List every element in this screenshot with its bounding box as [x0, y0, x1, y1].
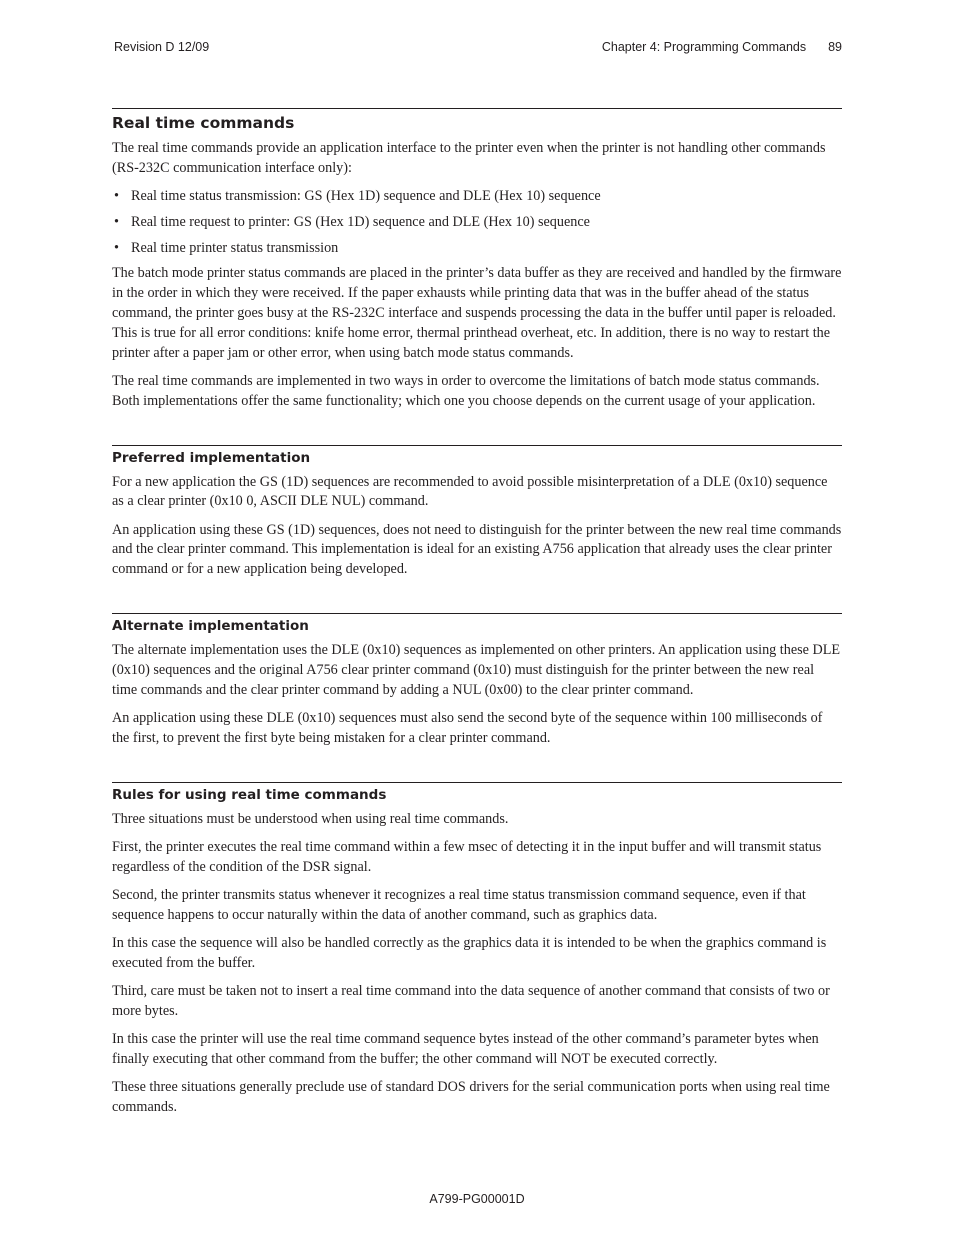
paragraph: First, the printer executes the real time command within a few msec of detecting it in the input buffer and will transmit status regardless of the condition of the DSR signal. [112, 838, 822, 875]
section-title: Real time commands [112, 114, 295, 132]
section-real-time-commands [112, 108, 842, 412]
paragraph: Three situations must be understood when using real time commands. [112, 810, 509, 827]
section-title: Rules for using real time commands [112, 786, 387, 803]
paragraph: An application using these GS (1D) sequences, does not need to distinguish for the printer between the new real time commands and the clear printer command. This implementation is ideal for an existing A756 application that already uses the clear printer command or for a new application being developed. [112, 521, 842, 578]
paragraph: The real time commands are implemented in two ways in order to overcome the limitations of batch mode status commands. Both implementations offer the same functionality; which one you choose depends on the current usage of your application. [112, 372, 820, 409]
paragraph: In this case the sequence will also be handled correctly as the graphics data it is intended to be when the graphics command is executed from the buffer. [112, 935, 827, 971]
paragraph: In this case the printer will use the real time command sequence bytes instead of the other command’s parameter bytes when finally executing that other command from the buffer; the other command will NOT be executed correctly. [112, 1031, 819, 1067]
paragraph: For a new application the GS (1D) sequences are recommended to avoid possible misinterpretation of a DLE (0x10) sequence as a clear printer (0x10 0, ASCII DLE NUL) command. [112, 473, 828, 510]
section-title: Alternate implementation [112, 618, 309, 635]
paragraph: These three situations generally preclude use of standard DOS drivers for the serial communication ports when using real time commands. [112, 1079, 830, 1116]
header-chapter: Chapter 4: Programming Commands [601, 40, 807, 54]
bullet-icon: • [114, 188, 119, 205]
section-title: Preferred implementation [112, 449, 311, 466]
header-chapter-info [602, 39, 842, 55]
section-alternate-implementation [112, 613, 842, 748]
bullet-icon: • [114, 239, 119, 256]
paragraph: Third, care must be taken not to insert a real time command into the data sequence of another command that consists of two or more bytes. [112, 983, 830, 1019]
page-content [112, 108, 842, 1126]
footer-doc-number: A799-PG00001D [429, 1192, 525, 1206]
paragraph: The batch mode printer status commands are placed in the printer’s data buffer as they are received and handled by the firmware in the order in which they were received. If the paper exhausts while printing data that was in the buffer ahead of the status command, the printer goes busy at the RS-232C interface and suspends processing the data in the buffer until paper is reloaded. This is true for all error conditions: knife home error, thermal printhead overheat, etc. In addition, there is no way to restart the printer after a paper jam or other error, when using batch mode status commands. [112, 265, 842, 361]
list-item: • Real time status transmission: GS (Hex 1D) sequence and DLE (Hex 10) sequence [112, 187, 842, 207]
paragraph: The real time commands provide an application interface to the printer even when the printer is not handling other commands (RS-232C communication interface only): [112, 140, 826, 176]
list-item: • Real time printer status transmission [112, 239, 842, 259]
bullet-icon: • [114, 213, 119, 230]
header-revision: Revision D 12/09 [114, 40, 210, 54]
list-item: • Real time request to printer: GS (Hex 1D) sequence and DLE (Hex 10) sequence [112, 213, 842, 233]
page-number: 89 [828, 40, 842, 54]
paragraph: Second, the printer transmits status whenever it recognizes a real time status transmission command sequence, even if that sequence happens to occur naturally within the data of another command, such as graphics data. [112, 886, 806, 923]
paragraph: An application using these DLE (0x10) sequences must also send the second byte of the sequence within 100 milliseconds of the first, to prevent the first byte being mistaken for a clear printer command. [112, 709, 823, 746]
section-preferred-implementation [112, 445, 842, 580]
section-rules-real-time-commands [112, 782, 842, 1118]
paragraph: The alternate implementation uses the DLE (0x10) sequences as implemented on other printers. An application using these DLE (0x10) sequences and the original A756 clear printer command (0x10) must distinguish for the printer between the new real time commands and the clear printer command by adding a NUL (0x00) to the clear printer command. [112, 642, 841, 698]
bullet-list [112, 187, 842, 258]
